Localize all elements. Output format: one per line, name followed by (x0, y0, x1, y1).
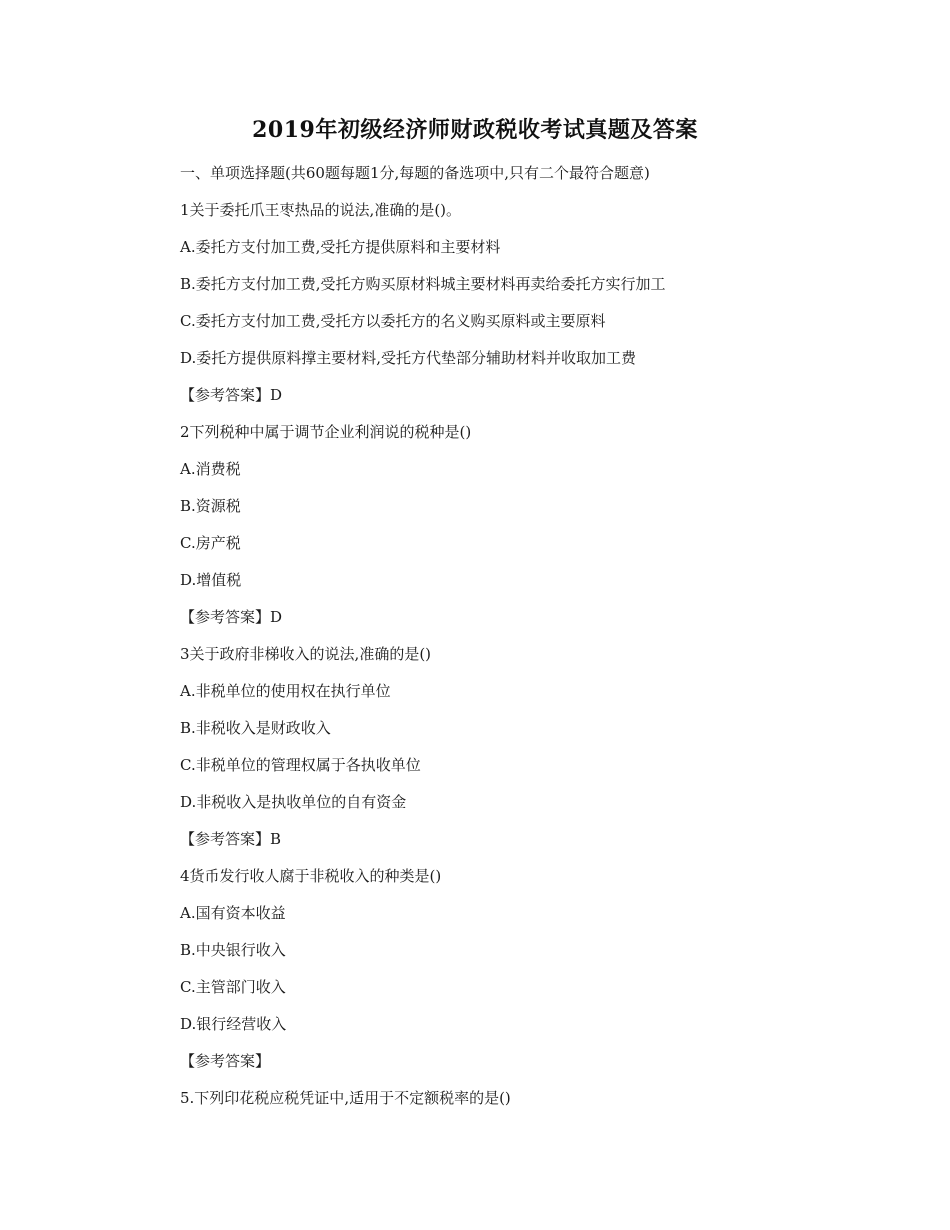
reference-answer: 【参考答案】D (180, 386, 283, 404)
question-stem: 2下列税种中属于调节企业利润说的税种是() (180, 423, 472, 441)
reference-answer: 【参考答案】 (180, 1052, 271, 1070)
answer-option: B.资源税 (180, 497, 241, 515)
answer-option: D.增值税 (180, 571, 242, 589)
question-stem: 1关于委托爪王枣热品的说法,准确的是()。 (180, 201, 462, 219)
answer-option: B.中央银行收入 (180, 941, 286, 959)
document-body (180, 163, 900, 1125)
answer-option: A.消费税 (180, 460, 241, 478)
answer-option: A.委托方支付加工费,受托方提供原料和主要材料 (180, 238, 501, 256)
question-stem: 4货币发行收人腐于非税收入的种类是() (180, 867, 442, 885)
answer-option: B.委托方支付加工费,受托方购买原材料城主要材料再卖给委托方实行加工 (180, 275, 666, 293)
answer-option: C.房产税 (180, 534, 241, 552)
answer-option: D.银行经营收入 (180, 1015, 287, 1033)
question-stem: 3关于政府非梯收入的说法,准确的是() (180, 645, 432, 663)
answer-option: D.非税收入是执收单位的自有资金 (180, 793, 407, 811)
section-heading: 一、单项选择题(共60题每题1分,每题的备选项中,只有二个最符合题意) (180, 164, 650, 182)
answer-option: A.国有资本收益 (180, 904, 286, 922)
reference-answer: 【参考答案】D (180, 608, 283, 626)
answer-option: A.非税单位的使用权在执行单位 (180, 682, 391, 700)
document-title: 2019年初级经济师财政税收考试真题及答案 (252, 117, 698, 143)
answer-option: B.非税收入是财政收入 (180, 719, 331, 737)
answer-option: C.非税单位的管理权属于各执收单位 (180, 756, 421, 774)
answer-option: C.主管部门收入 (180, 978, 286, 996)
answer-option: C.委托方支付加工费,受托方以委托方的名义购买原料或主要原料 (180, 312, 606, 330)
reference-answer: 【参考答案】B (180, 830, 282, 848)
answer-option: D.委托方提供原料撑主要材料,受托方代垫部分辅助材料并收取加工费 (180, 349, 637, 367)
question-stem: 5.下列印花税应税凭证中,适用于不定额税率的是() (180, 1089, 511, 1107)
